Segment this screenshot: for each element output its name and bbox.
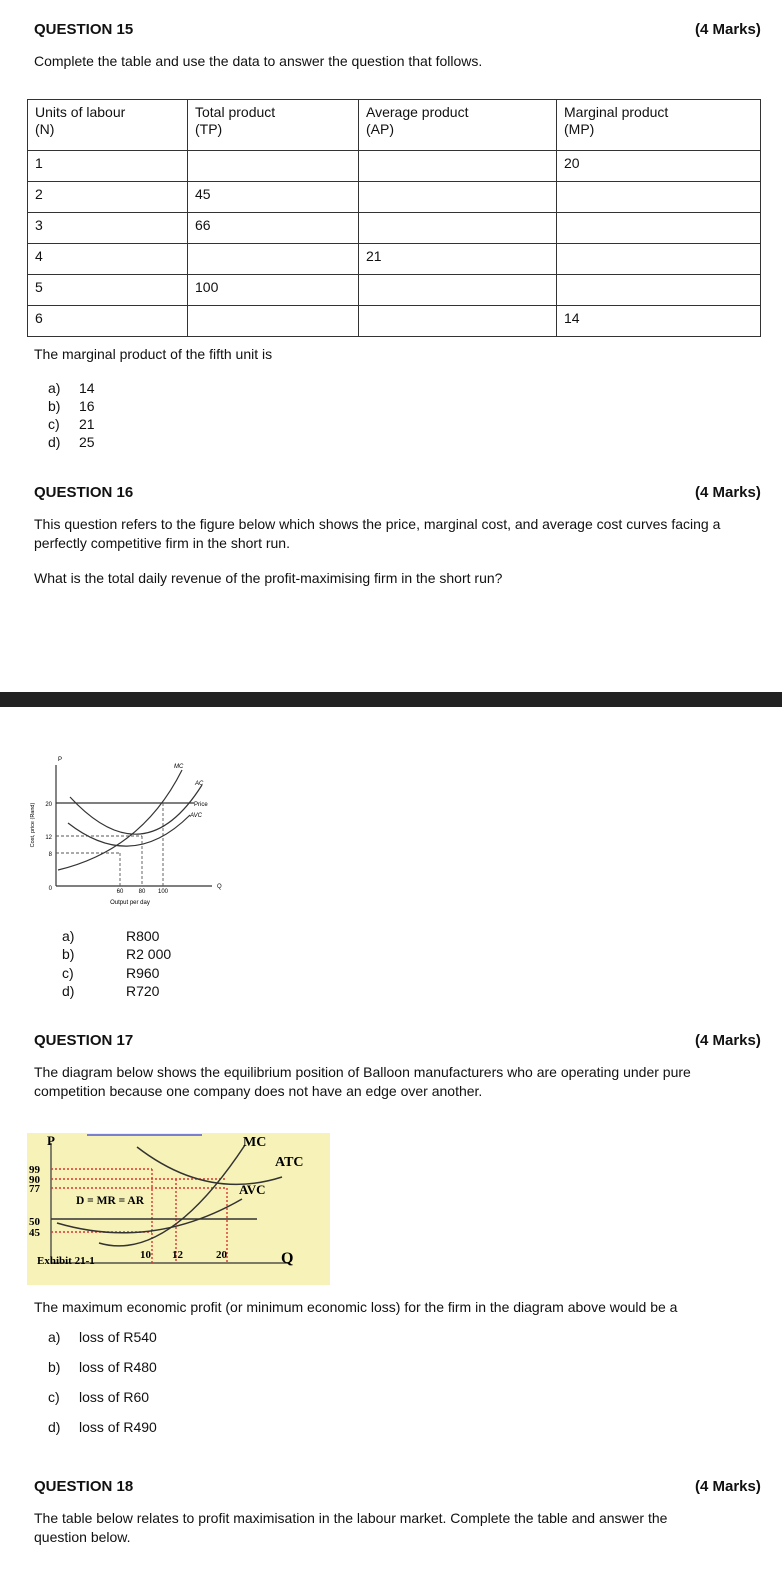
table-cell xyxy=(188,151,359,182)
option-letter: a) xyxy=(48,380,61,396)
p-axis-label: P xyxy=(58,757,63,763)
exhibit-p-label: P xyxy=(47,1133,55,1148)
header-cell xyxy=(359,100,557,151)
table-cell: 45 xyxy=(188,182,359,213)
q17-option-d xyxy=(48,1418,157,1436)
option-text: 21 xyxy=(79,416,95,432)
q16-text-line-1: This question refers to the figure below which shows the price, marginal cost, and average cost curves facing a xyxy=(34,516,721,532)
header-cell xyxy=(557,100,761,151)
header-cell xyxy=(188,100,359,151)
table-cell xyxy=(359,275,557,306)
option-letter: c) xyxy=(62,965,74,981)
exhibit-y-tick-50: 50 xyxy=(29,1216,40,1228)
option-letter: d) xyxy=(48,434,61,450)
table-cell xyxy=(188,306,359,337)
y-tick-0: 0 xyxy=(48,886,52,892)
q15-table xyxy=(27,99,761,337)
table-cell: 100 xyxy=(188,275,359,306)
table-cell: 1 xyxy=(28,151,188,182)
table-row xyxy=(28,151,761,182)
q15-title: QUESTION 15 xyxy=(34,21,134,38)
table-cell xyxy=(557,182,761,213)
exhibit-y-tick-90: 90 xyxy=(29,1174,40,1186)
q17-text-line-1: The diagram below shows the equilibrium position of Balloon manufacturers who are operating under pure xyxy=(34,1064,691,1080)
option-text: 16 xyxy=(79,398,95,414)
q16-option-c xyxy=(62,964,160,982)
table-cell xyxy=(557,244,761,275)
option-letter: c) xyxy=(48,1389,60,1405)
q17-question: The maximum economic profit (or minimum economic loss) for the firm in the diagram above would be a xyxy=(34,1299,678,1315)
header-line: Units of labour xyxy=(35,104,126,120)
q-axis-label: Q xyxy=(217,884,222,890)
avc-curve xyxy=(68,815,190,846)
table-cell: 3 xyxy=(28,213,188,244)
table-cell xyxy=(359,213,557,244)
option-text: R720 xyxy=(126,983,160,999)
q18-text-line-1: The table below relates to profit maximisation in the labour market. Complete the table and answer the xyxy=(34,1510,668,1526)
option-letter: a) xyxy=(48,1329,61,1345)
q17-title: QUESTION 17 xyxy=(34,1032,134,1049)
exhibit-avc-label: AVC xyxy=(239,1182,266,1197)
header-line: (N) xyxy=(35,121,55,137)
exhibit-atc-label: ATC xyxy=(275,1155,304,1170)
q16-option-d xyxy=(62,982,160,1000)
table-cell xyxy=(188,244,359,275)
table-cell: 5 xyxy=(28,275,188,306)
q15-option-a xyxy=(48,379,95,397)
option-text: R800 xyxy=(126,928,160,944)
exhibit-x-tick-12: 12 xyxy=(172,1249,183,1261)
exhibit-x-tick-20: 20 xyxy=(216,1249,227,1261)
header-line: (TP) xyxy=(195,121,223,137)
table-cell xyxy=(359,182,557,213)
table-cell: 4 xyxy=(28,244,188,275)
x-tick-100: 100 xyxy=(157,889,169,895)
option-letter: c) xyxy=(48,416,60,432)
ac-label: AC xyxy=(195,781,204,787)
option-letter: d) xyxy=(62,983,75,999)
header-line: (MP) xyxy=(564,121,595,137)
option-text: loss of R490 xyxy=(79,1419,157,1435)
table-row xyxy=(28,275,761,306)
table-cell: 66 xyxy=(188,213,359,244)
q17-option-c xyxy=(48,1388,150,1406)
table-cell xyxy=(557,275,761,306)
exhibit-q-label: Q xyxy=(281,1250,294,1267)
option-letter: a) xyxy=(62,928,75,944)
page-separator-bar xyxy=(0,692,782,707)
q17-marks: (4 Marks) xyxy=(695,1032,761,1049)
table-cell xyxy=(557,213,761,244)
q15-marks: (4 Marks) xyxy=(695,21,761,38)
option-text: loss of R480 xyxy=(79,1359,157,1375)
option-text: 14 xyxy=(79,380,95,396)
header-line: Average product xyxy=(366,104,469,120)
ac-curve xyxy=(70,785,202,834)
table-cell: 14 xyxy=(557,306,761,337)
q15-option-c xyxy=(48,415,95,433)
y-tick-20: 20 xyxy=(45,802,52,808)
option-letter: d) xyxy=(48,1419,61,1435)
header-cell xyxy=(28,100,188,151)
avc-label: AVC xyxy=(190,813,203,819)
exhibit-caption: Exhibit 21-1 xyxy=(37,1255,95,1267)
q17-option-b xyxy=(48,1358,157,1376)
mc-label: MC xyxy=(174,764,184,770)
q18-text-line-2: question below. xyxy=(34,1529,131,1545)
option-text: R2 000 xyxy=(126,946,172,962)
option-text: loss of R60 xyxy=(79,1389,150,1405)
q16-text-line-2: perfectly competitive firm in the short run. xyxy=(34,535,290,551)
exhibit-y-tick-77: 77 xyxy=(29,1183,40,1195)
header-line: (AP) xyxy=(366,121,394,137)
y-tick-12: 12 xyxy=(45,835,52,841)
table-cell: 6 xyxy=(28,306,188,337)
table-row xyxy=(28,244,761,275)
table-row xyxy=(28,213,761,244)
exhibit-x-tick-10: 10 xyxy=(140,1249,151,1261)
option-letter: b) xyxy=(62,946,75,962)
table-cell xyxy=(359,306,557,337)
q17-text-line-2: competition because one company does not have an edge over another. xyxy=(34,1083,483,1099)
q16-cost-graph xyxy=(22,755,237,920)
option-letter: b) xyxy=(48,398,61,414)
header-line: Total product xyxy=(195,104,276,120)
q16-marks: (4 Marks) xyxy=(695,484,761,501)
q15-instruction: Complete the table and use the data to answer the question that follows. xyxy=(34,53,483,69)
q18-marks: (4 Marks) xyxy=(695,1478,761,1495)
price-label: Price xyxy=(194,802,208,808)
exhibit-y-tick-45: 45 xyxy=(29,1227,40,1239)
exhibit-mc-label: MC xyxy=(243,1135,267,1150)
table-cell: 21 xyxy=(359,244,557,275)
option-text: R960 xyxy=(126,965,160,981)
table-row xyxy=(28,182,761,213)
table-header-row xyxy=(28,100,761,151)
q16-option-b xyxy=(62,945,172,963)
q15-option-b xyxy=(48,397,95,415)
table-row xyxy=(28,306,761,337)
option-text: loss of R540 xyxy=(79,1329,157,1345)
y-axis-title: Cost, price (Rand) xyxy=(30,802,36,848)
q16-title: QUESTION 16 xyxy=(34,484,134,501)
option-text: 25 xyxy=(79,434,95,450)
q15-option-d xyxy=(48,433,95,451)
x-tick-80: 80 xyxy=(138,889,146,895)
header-line: Marginal product xyxy=(564,104,669,120)
option-letter: b) xyxy=(48,1359,61,1375)
exhibit-y-tick-99: 99 xyxy=(29,1164,40,1176)
x-axis-title: Output per day xyxy=(110,900,150,906)
x-tick-60: 60 xyxy=(116,889,124,895)
q17-option-a xyxy=(48,1328,157,1346)
q17-exhibit-diagram xyxy=(27,1133,330,1285)
q16-option-a xyxy=(62,927,160,945)
table-cell: 20 xyxy=(557,151,761,182)
q18-title: QUESTION 18 xyxy=(34,1478,134,1495)
exhibit-demand-label: D = MR = AR xyxy=(76,1195,145,1207)
q16-question: What is the total daily revenue of the profit-maximising firm in the short run? xyxy=(34,570,503,586)
table-cell: 2 xyxy=(28,182,188,213)
y-tick-8: 8 xyxy=(48,852,52,858)
table-cell xyxy=(359,151,557,182)
q15-question: The marginal product of the fifth unit is xyxy=(34,346,273,362)
